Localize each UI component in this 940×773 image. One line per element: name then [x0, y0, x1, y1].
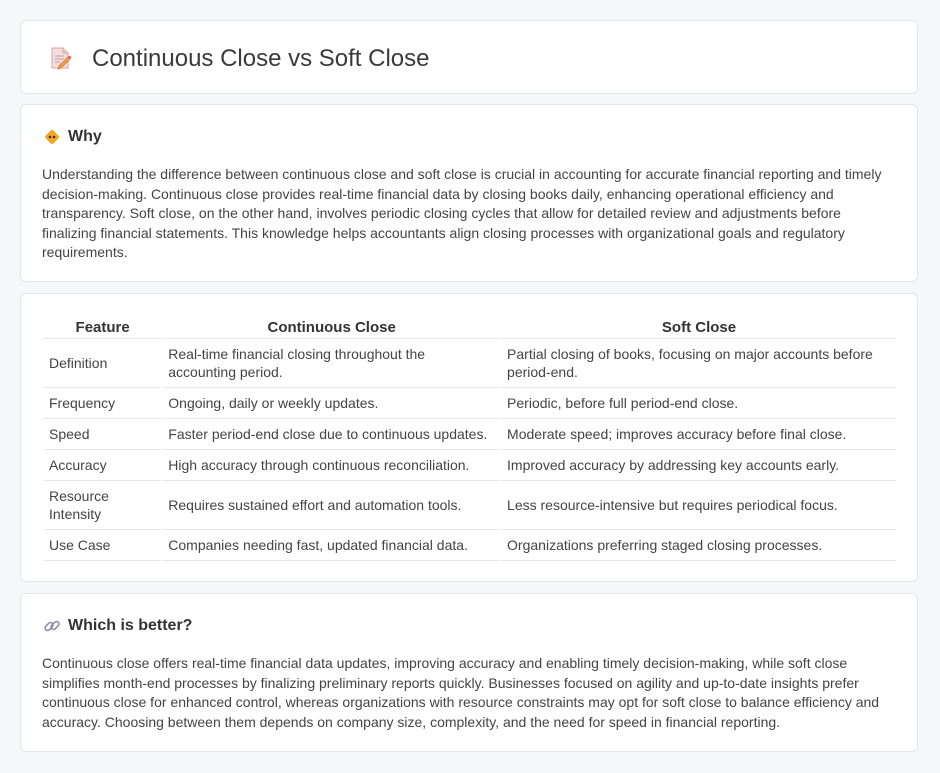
table-cell: Partial closing of books, focusing on major accounts before period-end.	[502, 339, 896, 388]
column-header: Feature	[44, 316, 161, 339]
better-heading-row	[43, 616, 192, 636]
table-row	[44, 388, 896, 419]
table-cell: Real-time financial closing throughout the accounting period.	[163, 339, 500, 388]
table-row	[44, 419, 896, 450]
document-pencil-icon	[47, 45, 73, 71]
table-cell: Accuracy	[44, 450, 161, 481]
column-header: Soft Close	[502, 316, 896, 339]
table-cell: Companies needing fast, updated financial data.	[163, 530, 500, 561]
which-is-better-section	[20, 593, 918, 752]
diamond-sign-icon	[43, 128, 61, 146]
table-cell: Ongoing, daily or weekly updates.	[163, 388, 500, 419]
table-cell: Organizations preferring staged closing processes.	[502, 530, 896, 561]
table-cell: Less resource-intensive but requires periodical focus.	[502, 481, 896, 530]
why-heading-row	[43, 127, 102, 147]
table-cell: Use Case	[44, 530, 161, 561]
table-row	[44, 339, 896, 388]
table-cell: Moderate speed; improves accuracy before final close.	[502, 419, 896, 450]
why-text: Understanding the difference between continuous close and soft close is crucial in accounting for accurate financial reporting and timely decision-making. Continuous close provides real-time financial data by closing books daily, enhancing operational efficiency and transparency. Soft close, on the other hand, involves periodic closing cycles that allow for detailed review and adjustments before finalizing financial statements. This knowledge helps accountants align closing processes with organizational goals and regulatory requirements.	[42, 166, 882, 260]
table-cell: High accuracy through continuous reconciliation.	[163, 450, 500, 481]
table-cell: Frequency	[44, 388, 161, 419]
link-icon	[43, 617, 61, 635]
table-cell: Periodic, before full period-end close.	[502, 388, 896, 419]
table-cell: Speed	[44, 419, 161, 450]
table-cell: Improved accuracy by addressing key accounts early.	[502, 450, 896, 481]
header-card	[20, 20, 918, 94]
comparison-table	[42, 316, 898, 561]
table-cell: Faster period-end close due to continuous updates.	[163, 419, 500, 450]
better-heading: Which is better?	[68, 617, 193, 634]
why-section	[20, 104, 918, 282]
better-text: Continuous close offers real-time financial data updates, improving accuracy and enabling timely decision-making, while soft close simplifies month-end processes by finalizing preliminary reports quickly. Businesses focused on agility and up-to-date insights prefer continuous close for enhanced control, whereas organizations with resource constraints may opt for soft close to balance efficiency and accuracy. Choosing between them depends on company size, complexity, and the need for speed in financial reporting.	[42, 655, 880, 730]
table-header-row	[44, 316, 896, 339]
table-cell: Requires sustained effort and automation tools.	[163, 481, 500, 530]
table-cell: Definition	[44, 339, 161, 388]
table-cell: Resource Intensity	[44, 481, 161, 530]
comparison-section	[20, 293, 918, 582]
why-heading: Why	[68, 128, 102, 145]
page-title: Continuous Close vs Soft Close	[92, 45, 430, 72]
table-row	[44, 450, 896, 481]
column-header: Continuous Close	[163, 316, 500, 339]
table-row	[44, 530, 896, 561]
table-row	[44, 481, 896, 530]
